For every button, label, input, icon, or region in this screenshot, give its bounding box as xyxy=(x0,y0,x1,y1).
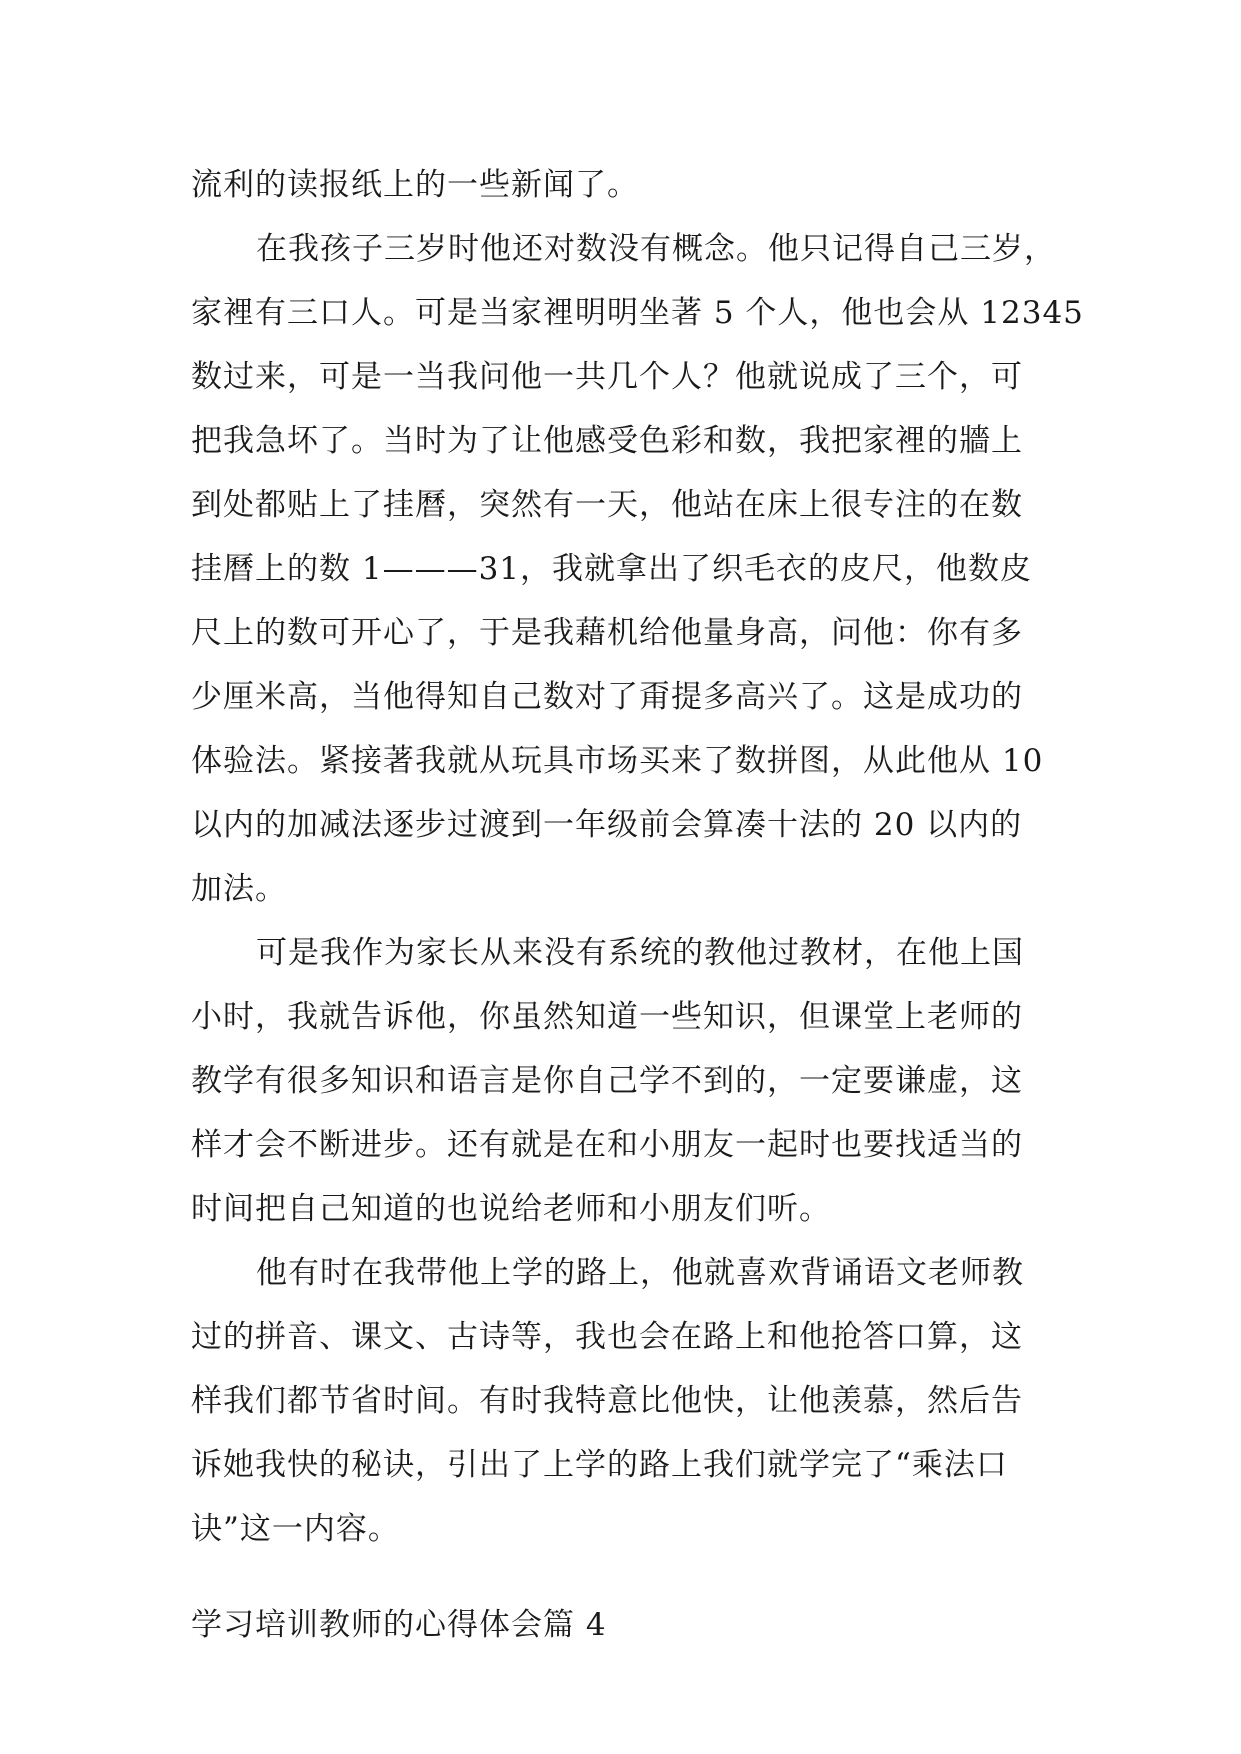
section-heading: 学习培训教师的心得体会篇 4 xyxy=(191,1607,607,1643)
text-line: 诉她我快的秘诀，引出了上学的路上我们就学完了“乘法口 xyxy=(191,1447,1008,1483)
text-line: 教学有很多知识和语言是你自己学不到的，一定要谦虚，这 xyxy=(191,1063,1023,1099)
text-line: 少厘米高，当他得知自己数对了甭提多高兴了。这是成功的 xyxy=(191,679,1023,715)
text-line: 以内的加减法逐步过渡到一年级前会算凑十法的 20 以内的 xyxy=(191,807,1023,843)
paragraph-first-line: 在我孩子三岁时他还对数没有概念。他只记得自己三岁， xyxy=(256,231,1056,267)
text-line: 时间把自己知道的也说给老师和小朋友们听。 xyxy=(191,1191,831,1227)
paragraph-first-line: 他有时在我带他上学的路上，他就喜欢背诵语文老师教 xyxy=(256,1255,1024,1291)
text-line: 尺上的数可开心了，于是我藉机给他量身高，问他：你有多 xyxy=(191,615,1023,651)
text-line: 流利的读报纸上的一些新闻了。 xyxy=(191,167,639,203)
text-line: 到处都贴上了挂曆，突然有一天，他站在床上很专注的在数 xyxy=(191,487,1023,523)
text-line: 过的拼音、课文、古诗等，我也会在路上和他抢答口算，这 xyxy=(191,1319,1023,1355)
text-line: 样我们都节省时间。有时我特意比他快，让他羡慕，然后告 xyxy=(191,1383,1023,1419)
paragraph-first-line: 可是我作为家长从来没有系统的教他过教材，在他上国 xyxy=(256,935,1024,971)
text-line: 体验法。紧接著我就从玩具市场买来了数拼图，从此他从 10 xyxy=(191,743,1044,779)
text-line: 把我急坏了。当时为了让他感受色彩和数，我把家裡的牆上 xyxy=(191,423,1023,459)
text-line: 小时，我就告诉他，你虽然知道一些知识，但课堂上老师的 xyxy=(191,999,1023,1035)
text-line: 家裡有三口人。可是当家裡明明坐著 5 个人，他也会从 12345 xyxy=(191,295,1084,331)
text-line: 加法。 xyxy=(191,871,287,907)
text-line: 样才会不断进步。还有就是在和小朋友一起时也要找适当的 xyxy=(191,1127,1023,1163)
text-line: 挂曆上的数 1———31，我就拿出了织毛衣的皮尺，他数皮 xyxy=(191,551,1033,587)
text-line: 数过来，可是一当我问他一共几个人？他就说成了三个，可 xyxy=(191,359,1023,395)
text-line: 诀”这一内容。 xyxy=(191,1511,400,1547)
